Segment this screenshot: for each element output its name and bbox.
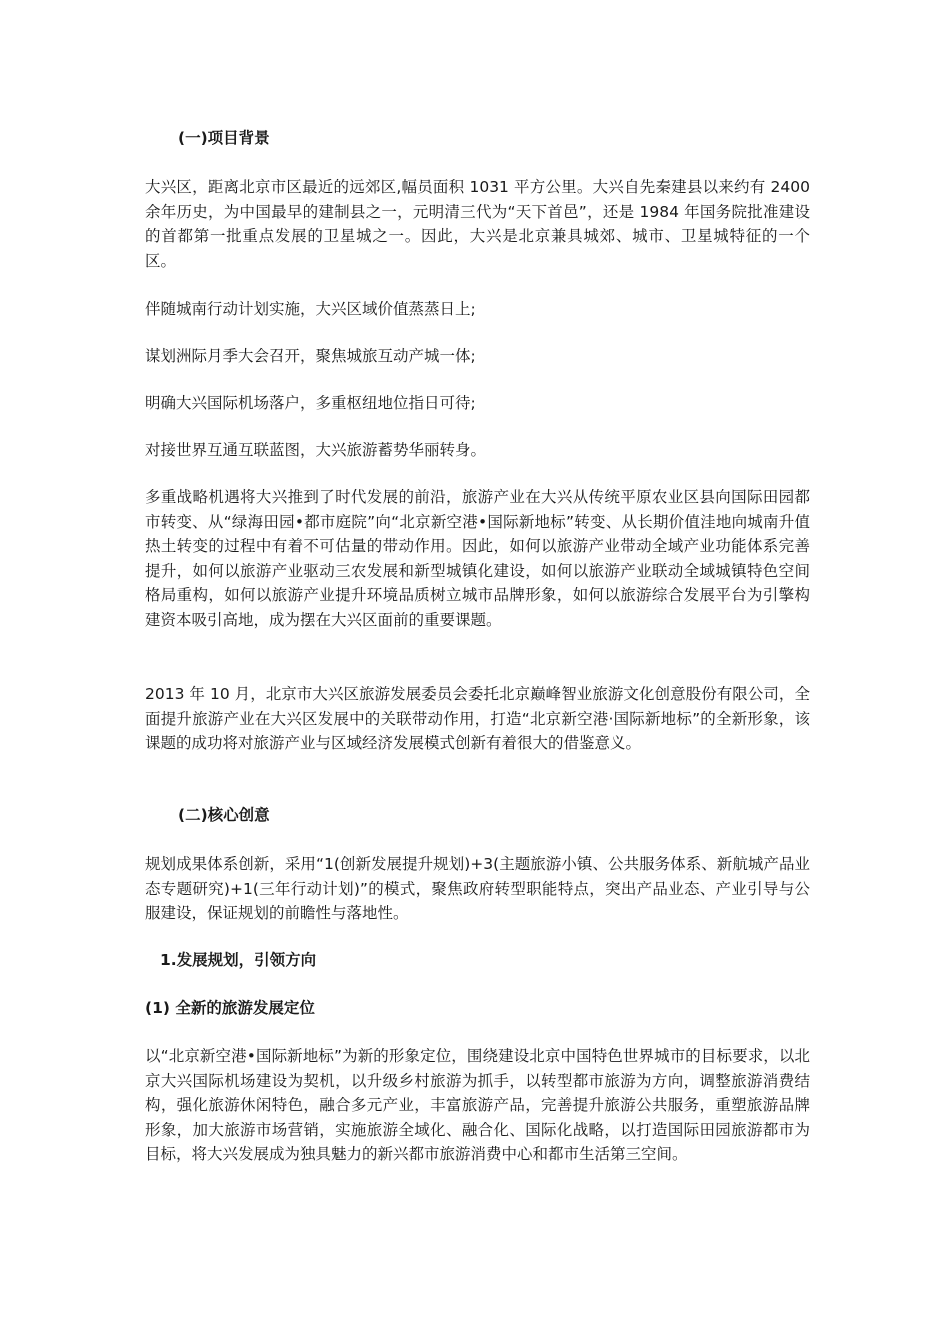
- positioning-paragraph: 以“北京新空港•国际新地标”为新的形象定位，围绕建设北京中国特色世界城市的目标要求，以北京大兴国际机场建设为契机，以升级乡村旅游为抓手，以转型都市旅游为方向，调整旅游消费结构，强化旅游休闲特色，融合多元产业，丰富旅游产品，完善提升旅游公共服务，重塑旅游品牌形象，加大旅游市场营销，实施旅游全域化、融合化、国际化战略，以打造国际田园旅游都市为目标，将大兴发展成为独具魅力的新兴都市旅游消费中心和都市生活第三空间。: [145, 1047, 810, 1163]
- positioning-heading: (1) 全新的旅游发展定位: [145, 999, 315, 1017]
- section-heading-core-idea: (二)核心创意: [178, 806, 270, 824]
- point-item: 明确大兴国际机场落户，多重枢纽地位指日可待;: [145, 394, 476, 412]
- intro-paragraph: 大兴区，距离北京市区最近的远郊区,幅员面积 1031 平方公里。大兴自先秦建县以来约有 2400 余年历史，为中国最早的建制县之一，元明清三代为“天下首邑”，还是 1984 年国务院批准建设的首都第一批重点发展的卫星城之一。因此，大兴是北京兼具城郊、城市、卫星城特征的一个区。: [145, 178, 810, 270]
- point-item: 伴随城南行动计划实施，大兴区域价值蒸蒸日上;: [145, 300, 476, 318]
- strategy-paragraph: 多重战略机遇将大兴推到了时代发展的前沿，旅游产业在大兴从传统平原农业区县向国际田园都市转变、从“绿海田园•都市庭院”向“北京新空港•国际新地标”转变、从长期价值洼地向城南升值热土转变的过程中有着不可估量的带动作用。因此，如何以旅游产业带动全域产业功能体系完善提升，如何以旅游产业驱动三农发展和新型城镇化建设，如何以旅游产业联动全域城镇特色空间格局重构，如何以旅游产业提升环境品质树立城市品牌形象，如何以旅游综合发展平台为引擎构建资本吸引高地，成为摆在大兴区面前的重要课题。: [145, 488, 810, 629]
- system-paragraph: 规划成果体系创新，采用“1(创新发展提升规划)+3(主题旅游小镇、公共服务体系、新航城产品业态专题研究)+1(三年行动计划)”的模式，聚焦政府转型职能特点，突出产品业态、产业引导与公服建设，保证规划的前瞻性与落地性。: [145, 855, 810, 922]
- commission-paragraph: 2013 年 10 月，北京市大兴区旅游发展委员会委托北京巅峰智业旅游文化创意股份有限公司，全面提升旅游产业在大兴区发展中的关联带动作用，打造“北京新空港·国际新地标”的全新形象，该课题的成功将对旅游产业与区域经济发展模式创新有着很大的借鉴意义。: [145, 685, 810, 752]
- subsection-heading: 1.发展规划，引领方向: [160, 951, 317, 969]
- point-item: 谋划洲际月季大会召开，聚焦城旅互动产城一体;: [145, 347, 476, 365]
- point-item: 对接世界互通互联蓝图，大兴旅游蓄势华丽转身。: [145, 441, 487, 459]
- section-heading-background: (一)项目背景: [178, 129, 270, 147]
